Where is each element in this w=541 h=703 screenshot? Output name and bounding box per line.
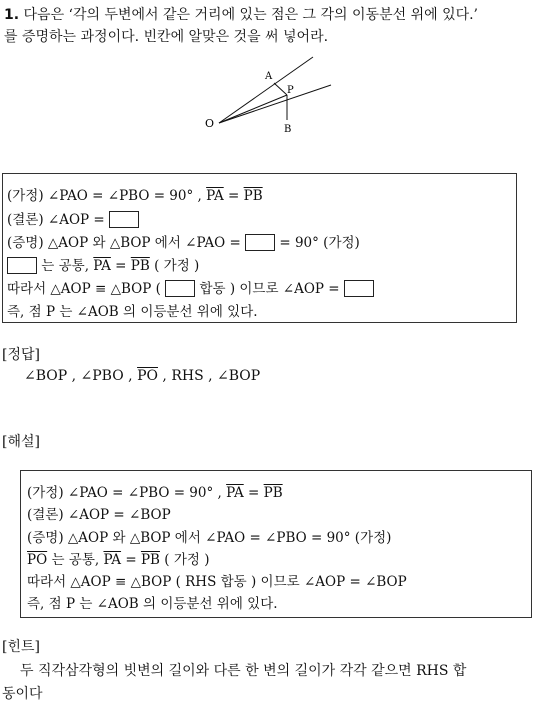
segment-pa <box>274 83 287 95</box>
problem-number: 1. <box>4 7 20 23</box>
question-line-6 <box>7 300 258 320</box>
equals: = <box>121 552 141 568</box>
hint-header: [힌트] <box>2 639 40 655</box>
common-text: 는 공통, <box>47 552 104 568</box>
segment-pb: $\overline{PB}$ <box>130 258 150 274</box>
given-text: (가정) ∠PAO = ∠PBO = 90° , <box>7 188 207 204</box>
congruence-text: 합동 ) 이므로 ∠AOP = <box>195 281 344 297</box>
segment-po: $\overline{PO}$ <box>27 552 48 568</box>
question-line-1 <box>7 184 263 204</box>
problem-line-2 <box>4 26 328 46</box>
answer-blank-3[interactable] <box>7 257 37 274</box>
explanation-line-5 <box>27 570 407 590</box>
conclusion-statement: 즉, 점 P 는 ∠AOB 의 이등분선 위에 있다. <box>27 596 278 612</box>
problem-line-1 <box>4 4 478 24</box>
segment-pb: $\overline{PB}$ <box>263 485 283 501</box>
explanation-box <box>20 470 532 618</box>
explanation-line-1 <box>27 481 283 501</box>
therefore-text: 따라서 △AOP ≡ △BOP ( RHS 합동 ) 이므로 ∠AOP = ∠BOP <box>27 574 407 590</box>
conclusion-text: (결론) ∠AOP = ∠BOP <box>27 507 171 523</box>
question-line-5 <box>7 277 374 297</box>
label-b: B <box>284 124 292 135</box>
label-p: P <box>287 85 294 96</box>
label-a: A <box>265 71 273 82</box>
segment-pa: $\overline{PA}$ <box>103 552 122 568</box>
equals: = <box>110 258 131 274</box>
explanation-line-2 <box>27 503 171 523</box>
explanation-line-3 <box>27 526 391 546</box>
answer-blank-5[interactable] <box>344 280 374 297</box>
label-o: O <box>205 117 215 130</box>
segment-pa: $\overline{PA}$ <box>226 485 244 501</box>
question-line-4 <box>7 254 199 274</box>
answer-text-1: ∠BOP , ∠PBO , <box>24 368 138 384</box>
equals: = <box>243 485 264 501</box>
given-note: ( 가정 ) <box>149 258 200 274</box>
answer-text-2: , RHS , ∠BOP <box>157 368 261 384</box>
problem-text-1: 다음은 ‘각의 두변에서 같은 거리에 있는 점은 그 각의 이동분선 위에 있다.’ <box>23 7 479 23</box>
common-text: 는 공통, <box>37 258 94 274</box>
hint-line-2 <box>2 683 43 703</box>
given-note: ( 가정 ) <box>159 552 210 568</box>
problem-text-2: 를 증명하는 과정이다. 빈칸에 알맞은 것을 써 넣어라. <box>4 29 329 45</box>
hint-line-1 <box>20 660 466 680</box>
therefore-text: 따라서 △AOP ≡ △BOP ( <box>7 281 166 297</box>
segment-po: $\overline{PO}$ <box>137 368 158 384</box>
equals: = <box>223 188 244 204</box>
answer-line <box>24 368 260 384</box>
segment-pa: $\overline{PA}$ <box>206 188 224 204</box>
hint-text-1: 두 직각삼각형의 빗변의 길이와 다른 한 변의 길이가 각각 같으면 RHS 합 <box>20 663 467 679</box>
explanation-line-4 <box>27 548 209 568</box>
question-box <box>2 173 517 323</box>
segment-pb: $\overline{PB}$ <box>243 188 263 204</box>
angle-bisector-figure <box>195 52 345 144</box>
ray-oa <box>219 57 313 123</box>
question-line-2 <box>7 208 139 228</box>
answer-blank-1[interactable] <box>109 211 139 228</box>
answer-header: [정답] <box>2 347 40 363</box>
segment-pa: $\overline{PA}$ <box>93 258 111 274</box>
question-line-3 <box>7 231 360 251</box>
proof-text: (증명) △AOP 와 △BOP 에서 ∠PAO = ∠PBO = 90° (가정) <box>27 530 392 546</box>
explanation-header: [해설] <box>2 434 40 450</box>
conclusion-statement: 즉, 점 P 는 ∠AOB 의 이등분선 위에 있다. <box>7 304 258 320</box>
given-text: (가정) ∠PAO = ∠PBO = 90° , <box>27 485 227 501</box>
ray-ob <box>219 85 331 123</box>
explanation-line-6 <box>27 592 278 612</box>
segment-pb: $\overline{PB}$ <box>140 552 160 568</box>
conclusion-text: (결론) ∠AOP = <box>7 212 110 228</box>
proof-text: (증명) △AOP 와 △BOP 에서 ∠PAO = <box>7 235 246 251</box>
hint-text-2: 동이다 <box>2 686 43 702</box>
answer-blank-4[interactable] <box>165 280 195 297</box>
proof-text-2: = 90° (가정) <box>275 235 360 251</box>
answer-blank-2[interactable] <box>245 234 275 251</box>
